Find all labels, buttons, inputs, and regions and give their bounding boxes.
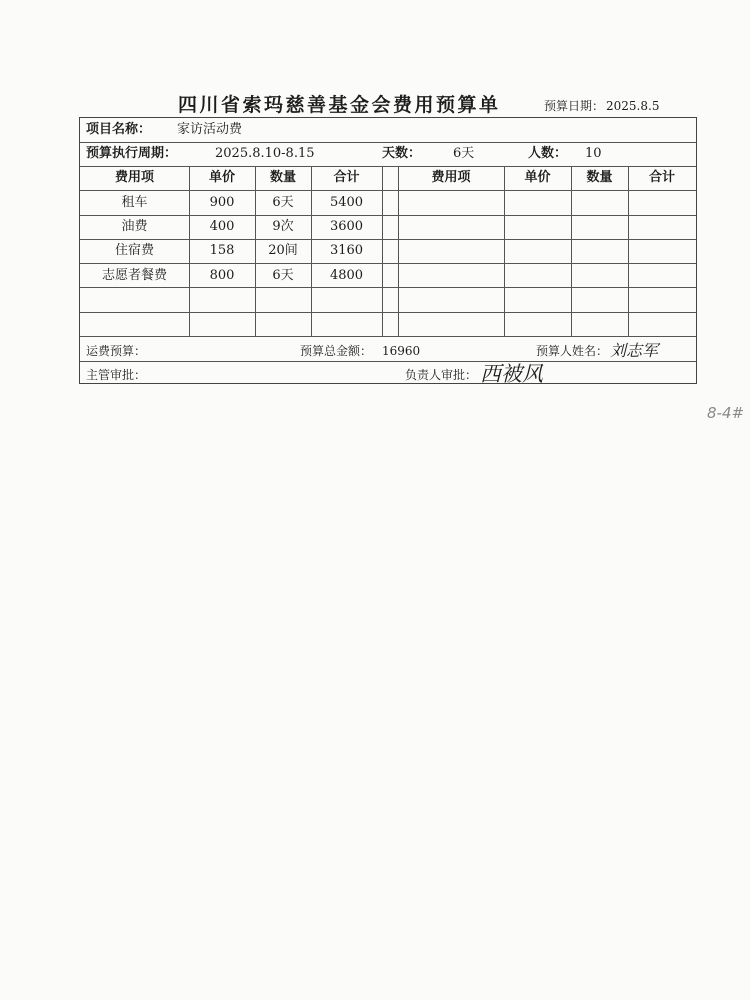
header-item-right: 费用项 [431, 170, 471, 185]
people-label: 人数： [528, 146, 568, 161]
table-row-total: 4800 [329, 268, 364, 283]
table-row-qty: 9次 [272, 219, 294, 234]
responsible-signature: 西被风 [480, 362, 543, 386]
preparer-label: 预算人姓名： [536, 344, 609, 358]
table-row-item: 油费 [121, 219, 148, 234]
table-row-price: 158 [209, 243, 235, 258]
responsible-label: 负责人审批： [405, 368, 478, 382]
days-label: 天数： [382, 146, 422, 161]
margin-note: 8-4# [707, 404, 745, 422]
table-row-item: 租车 [121, 195, 148, 210]
table-row-price: 900 [209, 195, 235, 210]
preparer-signature: 刘志军 [610, 341, 659, 360]
form-title: 四川省索玛慈善基金会费用预算单 [178, 94, 501, 116]
table-row-item: 志愿者餐费 [101, 268, 167, 283]
table-row-total: 3600 [329, 219, 364, 234]
table-row-total: 3160 [329, 243, 364, 258]
header-price-left: 单价 [208, 170, 235, 185]
supervisor-label: 主管审批： [86, 368, 147, 382]
header-item-left: 费用项 [114, 170, 154, 185]
table-row-qty: 20间 [268, 243, 298, 258]
budget-date [542, 97, 659, 114]
period-value: 2025.8.10-8.15 [215, 146, 315, 161]
header-qty-right: 数量 [586, 170, 613, 185]
table-row-total: 5400 [329, 195, 364, 210]
project-label: 项目名称： [86, 122, 152, 137]
budget-date-label: 预算日期： [544, 99, 605, 113]
table-row-item: 住宿费 [114, 243, 154, 258]
days-value: 6天 [453, 146, 475, 161]
table-row-price: 800 [209, 268, 235, 283]
budget-form [79, 117, 697, 384]
header-price-right: 单价 [524, 170, 551, 185]
project-value: 家访活动费 [177, 122, 243, 137]
budget-date-value: 2025.8.5 [606, 99, 660, 113]
period-label: 预算执行周期： [86, 146, 178, 161]
total-value: 16960 [382, 344, 421, 358]
people-value: 10 [585, 146, 602, 161]
table-row-price: 400 [209, 219, 235, 234]
header-qty-left: 数量 [269, 170, 296, 185]
header-total-right: 合计 [648, 170, 675, 185]
table-row-qty: 6天 [272, 195, 294, 210]
transport-label: 运费预算： [86, 344, 147, 358]
table-row-qty: 6天 [272, 268, 294, 283]
total-label: 预算总金额： [300, 344, 373, 358]
header-total-left: 合计 [333, 170, 360, 185]
